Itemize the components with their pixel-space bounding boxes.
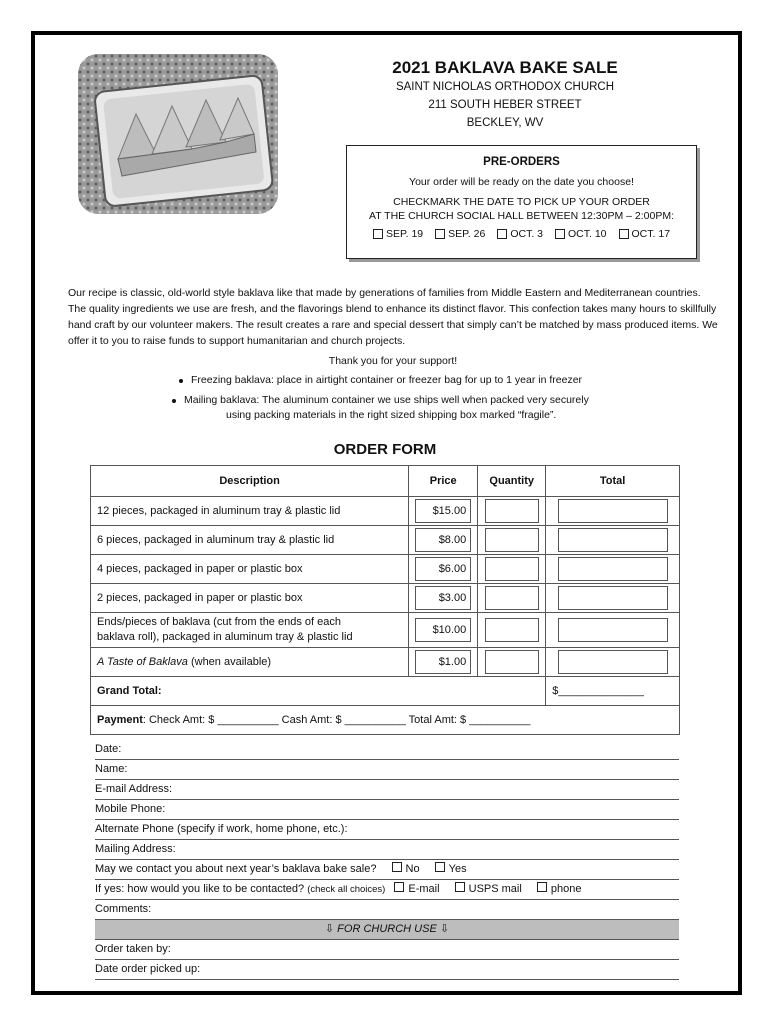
order-table [90,465,680,735]
intro-paragraph: Our recipe is classic, old-world style baklava like that made by generations of families from Middle Eastern and Mediterranean countries. The quality ingredients we use are fresh, and the flavorings blend to enhance its distinct flavor. This confection takes many hours to skillfully hand craft by our volunteer makers. The result creates a rare and special dessert that simply can’t be matched by mass produced items. We offer it to you to raise funds to support humanitarian and church projects. [68,287,718,347]
bullet-dot [179,379,183,383]
bullet-dot [172,399,176,403]
usps-checkbox[interactable] [455,882,465,892]
payment-row [91,706,680,735]
date-label: OCT. 3 [510,228,543,240]
date-label: SEP. 26 [448,228,486,240]
contact-method-question: If yes: how would you like to be contacted? [95,883,305,895]
total-field[interactable] [558,586,668,610]
preorders-box [346,145,697,259]
item-description: 4 pieces, packaged in paper or plastic box [91,555,409,584]
quantity-field[interactable] [485,528,539,552]
bullet-freezing [191,374,582,386]
grand-total-row [91,677,680,706]
item-description-rest: (when available) [187,656,272,668]
grand-total-label: Grand Total: [91,677,546,706]
preorders-title: PRE-ORDERS [483,156,560,168]
yes-label: Yes [448,863,467,875]
table-row [91,584,680,613]
item-description: 12 pieces, packaged in aluminum tray & plastic lid [91,497,409,526]
payment-line [91,706,680,735]
table-row [91,648,680,677]
item-price: $15.00 [415,499,471,523]
item-price: $10.00 [415,618,471,642]
payment-amounts[interactable]: : Check Amt: $ __________ Cash Amt: $ __________ Total Amt: $ __________ [142,714,531,726]
item-description-line1: Ends/pieces of baklava (cut from the ends of each [97,616,341,628]
col-description: Description [91,466,409,497]
date-option-sep-19[interactable] [373,228,423,240]
preorders-instruction-1: CHECKMARK THE DATE TO PICK UP YOUR ORDER [393,196,650,208]
item-description-line2: baklava roll), packaged in aluminum tray & plastic lid [97,631,353,643]
item-description: 2 pieces, packaged in paper or plastic box [91,584,409,613]
preorders-instruction-2: AT THE CHURCH SOCIAL HALL BETWEEN 12:30PM – 2:00PM: [369,210,674,222]
quantity-field[interactable] [485,618,539,642]
item-price: $8.00 [415,528,471,552]
bullet-mailing-text: Mailing baklava: The aluminum container we use ships well when packed very securely [184,394,589,406]
bullet-freezing-text: Freezing baklava: place in airtight container or freezer bag for up to 1 year in freezer [191,374,583,386]
total-field[interactable] [558,618,668,642]
date-field[interactable]: Date: [95,740,679,760]
email-field[interactable]: E-mail Address: [95,780,679,800]
contact-method-hint: (check all choices) [307,884,386,895]
pickup-date-options [347,228,696,240]
grand-total-field[interactable]: $______________ [546,677,680,706]
checkbox[interactable] [435,229,445,239]
total-field[interactable] [558,557,668,581]
date-label: SEP. 19 [385,228,424,240]
baklava-photo [78,54,278,214]
comments-field[interactable]: Comments: [95,900,679,920]
table-row [91,613,680,648]
checkbox[interactable] [373,229,383,239]
sale-title: 2021 BAKLAVA BAKE SALE [392,58,618,77]
item-price: $1.00 [415,650,471,674]
preorders-ready-text: Your order will be ready on the date you choose! [409,176,634,188]
church-street: 211 SOUTH HEBER STREET [428,99,582,111]
item-price: $6.00 [415,557,471,581]
checkbox[interactable] [497,229,507,239]
church-name: SAINT NICHOLAS ORTHODOX CHURCH [395,81,615,93]
table-row [91,497,680,526]
no-label: No [405,863,420,875]
item-description: 6 pieces, packaged in aluminum tray & plastic lid [91,526,409,555]
phone-option-label: phone [550,883,582,895]
usps-option-label: USPS mail [468,883,522,895]
quantity-field[interactable] [485,499,539,523]
phone-checkbox[interactable] [537,882,547,892]
date-option-oct-10[interactable] [555,228,607,240]
mailing-address-field[interactable]: Mailing Address: [95,840,679,860]
church-use-banner: ⇩ FOR CHURCH USE ⇩ [95,920,679,940]
contact-next-year-row [95,860,679,880]
bullet-mailing [184,394,589,406]
total-field[interactable] [558,528,668,552]
total-field[interactable] [558,499,668,523]
no-checkbox[interactable] [392,862,402,872]
total-field[interactable] [558,650,668,674]
thanks-text: Thank you for your support! [328,355,458,367]
date-picked-up-field[interactable]: Date order picked up: [95,960,679,980]
order-taken-by-field[interactable]: Order taken by: [95,940,679,960]
date-label: OCT. 17 [631,228,671,240]
date-option-oct-17[interactable] [619,228,671,240]
quantity-field[interactable] [485,586,539,610]
order-form-title: ORDER FORM [333,441,437,458]
checkbox[interactable] [619,229,629,239]
church-city: BECKLEY, WV [466,117,544,129]
quantity-field[interactable] [485,557,539,581]
customer-info-section [95,740,679,980]
quantity-field[interactable] [485,650,539,674]
date-option-oct-3[interactable] [497,228,543,240]
date-label: OCT. 10 [568,228,607,240]
checkbox[interactable] [555,229,565,239]
col-price: Price [409,466,478,497]
mobile-phone-field[interactable]: Mobile Phone: [95,800,679,820]
table-row [91,555,680,584]
alternate-phone-field[interactable]: Alternate Phone (specify if work, home phone, etc.): [95,820,679,840]
item-description [91,613,409,648]
date-option-sep-26[interactable] [435,228,485,240]
payment-label: Payment [97,714,143,726]
yes-checkbox[interactable] [435,862,445,872]
bullet-mailing-line2: using packing materials in the right sized shipping box marked “fragile”. [226,409,557,421]
order-table-header [91,466,680,497]
item-price: $3.00 [415,586,471,610]
item-title-italic: A Taste of Baklava [97,656,188,668]
contact-question: May we contact you about next year’s baklava bake sale? [95,863,377,875]
name-field[interactable]: Name: [95,760,679,780]
contact-method-row [95,880,679,900]
col-quantity: Quantity [478,466,546,497]
col-total: Total [546,466,680,497]
email-option-label: E-mail [408,883,440,895]
table-row [91,526,680,555]
email-checkbox[interactable] [394,882,404,892]
item-description [91,648,409,677]
